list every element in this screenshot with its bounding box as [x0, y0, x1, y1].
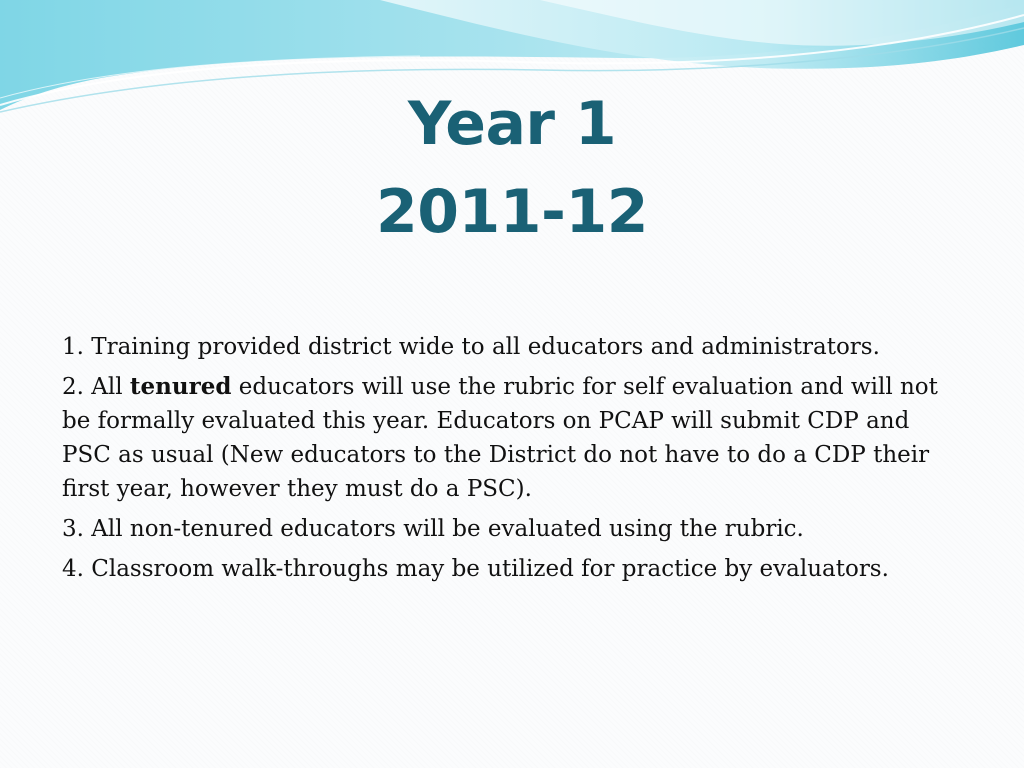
list-item-3: 3. All non-tenured educators will be evaluated using the rubric.: [62, 516, 804, 542]
slide-title: [0, 80, 1024, 256]
title-line-year: Year 1: [407, 89, 617, 159]
title-line-dates: 2011-12: [376, 177, 648, 247]
list-item-2: [62, 370, 962, 506]
list-item-1: 1. Training provided district wide to all educators and administrators.: [62, 334, 880, 360]
list-item-2-prefix: 2. All: [62, 374, 130, 400]
list-item-4: 4. Classroom walk-throughs may be utilized for practice by evaluators.: [62, 556, 889, 582]
slide-body: [62, 330, 962, 592]
list-item-2-suffix: educators will use the rubric for self evaluation and will not be formally evaluated this year. Educators on PCAP will submit CDP and PSC as usual (New educators to the District do not have to do a CDP their first year, however they must do a PSC).: [62, 374, 938, 502]
list-item-2-bold: tenured: [129, 373, 232, 400]
